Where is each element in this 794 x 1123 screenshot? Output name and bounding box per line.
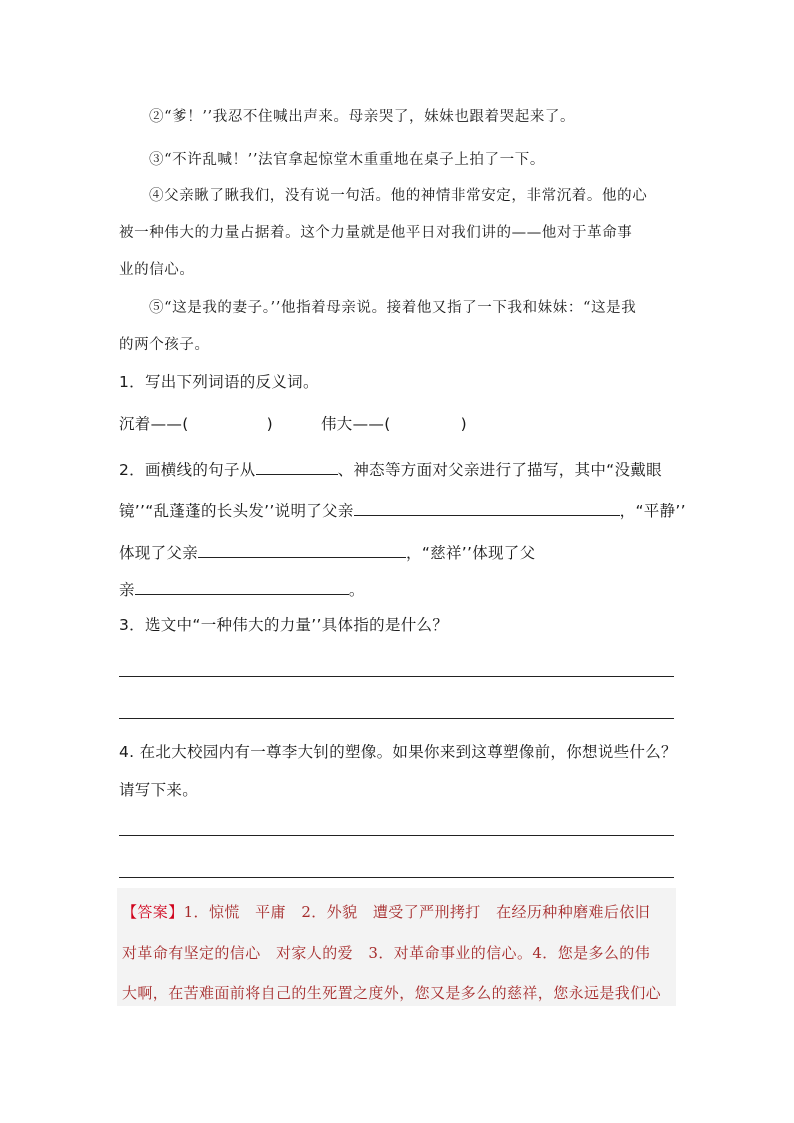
word-1-close: ) — [266, 415, 273, 433]
q2-text-e: 体现了父亲 — [119, 544, 199, 562]
question-4-line-2: 请写下来。 — [119, 781, 199, 799]
question-2-line-3 — [119, 543, 535, 562]
q2-text-g: 亲 — [119, 581, 135, 599]
q2-text-b: 、神态等方面对父亲进行了描写，其中“没戴眼 — [337, 461, 662, 479]
answer-line[interactable] — [119, 877, 674, 878]
word-1-label: 沉着——( — [119, 415, 189, 433]
answer-line[interactable] — [119, 718, 674, 719]
answer-line[interactable] — [119, 676, 674, 677]
question-4-line-1: 4. 在北大校园内有一尊李大钊的塑像。如果你来到这尊塑像前，你想说些什么？ — [119, 743, 677, 761]
answer-line[interactable] — [119, 835, 674, 836]
question-3: 3．选文中“一种伟大的力量’’具体指的是什么？ — [119, 616, 449, 634]
q2-text-f: ，“慈祥’’体现了父 — [406, 544, 536, 562]
question-2-line-2 — [119, 501, 686, 520]
question-1: 1．写出下列词语的反义词。 — [119, 373, 319, 391]
answer-blank[interactable] — [135, 580, 349, 595]
question-2-line-4 — [119, 580, 365, 599]
answer-line-3: 大啊，在苦难面前将自己的生死置之度外，您又是多么的慈祥，您永远是我们心 — [122, 984, 662, 1002]
paragraph-5-line-2: 的两个孩子。 — [119, 337, 210, 353]
answer-blank[interactable] — [198, 543, 406, 558]
paragraph-4-line-3: 业的信心。 — [119, 262, 195, 278]
question-2-line-1 — [119, 460, 662, 479]
question-1-word-2 — [321, 417, 467, 433]
answer-blank[interactable] — [256, 460, 338, 475]
word-2-label: 伟大——( — [321, 415, 391, 433]
answer-tag: 【答案】 — [122, 903, 184, 921]
paragraph-2: ②“爹！’’我忍不住喊出声来。母亲哭了，妹妹也跟着哭起来了。 — [149, 109, 576, 125]
answer-text-1: 1．惊慌 平庸 2．外貌 遭受了严刑拷打 在经历种种磨难后依旧 — [183, 903, 651, 921]
paragraph-3: ③“不许乱喊！’’法官拿起惊堂木重重地在桌子上拍了一下。 — [149, 152, 545, 168]
answer-line-1 — [122, 905, 650, 920]
q2-text-h: 。 — [348, 581, 365, 599]
answer-blank[interactable] — [354, 501, 620, 516]
paragraph-5-line-1: ⑤“这是我的妻子。’’他指着母亲说。接着他又指了一下我和妹妹：“这是我 — [149, 300, 637, 316]
answer-line-2: 对革命有坚定的信心 对家人的爱 3．对革命事业的信心。4．您是多么的伟 — [122, 944, 651, 962]
q2-text-d: ，“平静’’ — [619, 502, 686, 520]
q2-text-c: 镜’’“乱蓬蓬的长头发’’说明了父亲 — [119, 502, 354, 520]
q2-text-a: 2．画横线的句子从 — [119, 461, 256, 479]
paragraph-4-line-1: ④父亲瞅了瞅我们，没有说一句活。他的神情非常安定，非常沉着。他的心 — [149, 188, 648, 204]
word-2-close: ) — [460, 415, 467, 433]
paragraph-4-line-2: 被一种伟大的力量占据着。这个力量就是他平日对我们讲的——他对于革命事 — [119, 225, 633, 241]
question-1-word-1 — [119, 417, 273, 433]
